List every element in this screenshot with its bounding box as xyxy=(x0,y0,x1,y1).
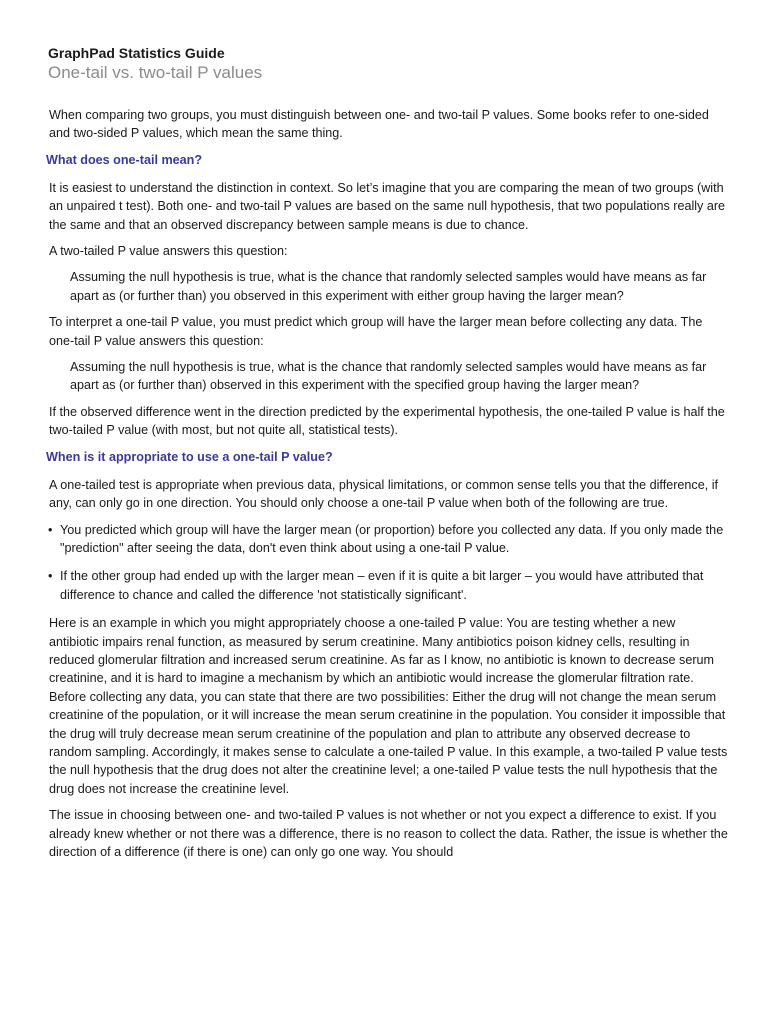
paragraph: To interpret a one-tail P value, you must predict which group will have the larger mean before collecting any data. The one-tail P value answers this question: xyxy=(49,315,703,348)
paragraph: It is easiest to understand the distinction in context. So let’s imagine that you are comparing the mean of two groups (with an unpaired t test). Both one- and two-tail P values are based on the same null hypothesis, that two populations really are the same and that an observed discrepancy between sample means is due to chance. xyxy=(49,180,726,232)
quote-paragraph: Assuming the null hypothesis is true, what is the chance that randomly selected samples would have means as far apart as (or further than) observed in this experiment with the specified group having the larger mean? xyxy=(70,360,707,393)
paragraph: The issue in choosing between one- and two-tailed P values is not whether or not you expect a difference to exist. If you already knew whether or not there was a difference, there is no reason to collect the data. Rather, the issue is whether the direction of a difference (if there is one) can only go one way. You should xyxy=(49,808,728,859)
page-title: One-tail vs. two-tail P values xyxy=(48,63,263,82)
paragraph: If the observed difference went in the direction predicted by the experimental hypothesis, the one-tailed P value is half the two-tailed P value (with most, but not quite all, statistical tests). xyxy=(49,404,725,438)
section-heading-one-tail: What does one-tail mean? xyxy=(46,152,203,167)
list-item: • If the other group had ended up with the larger mean – even if it is quite a bit larger – you would have attributed that difference to chance and called the difference 'not statistically significant'. xyxy=(48,567,728,604)
paragraph: A one-tailed test is appropriate when previous data, physical limitations, or common sense tells you that the difference, if any, can only go in one direction. You should only choose a one-tail P value when both of the following are true. xyxy=(49,477,718,511)
paragraph: Here is an example in which you might appropriately choose a one-tailed P value: You are testing whether a new antibiotic impairs renal function, as measured by serum creatinine. Many antibiotics poison kidney cells, resulting in reduced glomerular filtration and increased serum creatinine. As far as I know, no antibiotic is known to decrease serum creatinine, and it is hard to imagine a mechanism by which an antibiotic would increase the glomerular filtration rate. Before collecting any data, you can state that there are two possibilities: Either the drug will not change the mean serum creatinine of the population, or it will increase the mean serum creatinine in the population. You consider it impossible that the drug will truly decrease mean serum creatinine of the population and plan to attribute any observed decrease to random sampling. Accordingly, it makes sense to calculate a one-tailed P value. In this example, a two-tailed P value tests the null hypothesis that the drug does not alter the creatinine level; a one-tailed P value tests the null hypothesis that the drug does not increase the creatinine level. xyxy=(49,616,728,796)
intro-paragraph: When comparing two groups, you must distinguish between one- and two-tail P values. Some books refer to one-sided and two-sided P values, which mean the same thing. xyxy=(49,108,709,141)
bullet-list xyxy=(48,521,728,605)
quote-paragraph: Assuming the null hypothesis is true, what is the chance that randomly selected samples would have means as far apart as (or further than) you observed in this experiment with either group having the larger mean? xyxy=(70,270,707,303)
list-item: • You predicted which group will have the larger mean (or proportion) before you collected any data. If you only made the "prediction" after seeing the data, don't even think about using a one-tail P value. xyxy=(48,521,728,558)
guide-title: GraphPad Statistics Guide xyxy=(48,45,225,61)
paragraph: A two-tailed P value answers this question: xyxy=(49,244,288,259)
section-heading-when-appropriate: When is it appropriate to use a one-tail P value? xyxy=(46,449,333,464)
